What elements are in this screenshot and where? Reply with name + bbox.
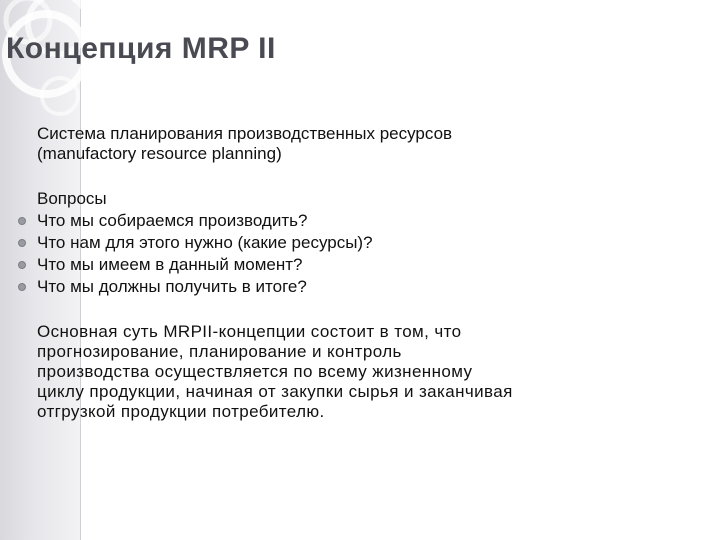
list-item (37, 276, 687, 298)
summary-line: производства осуществляется по всему жизненному (37, 362, 473, 381)
questions-heading: Вопросы (37, 189, 107, 208)
slide-title: Концепция MRP II (6, 32, 276, 65)
summary-line: прогнозирование, планирование и контроль (37, 342, 402, 361)
list-item (37, 254, 687, 276)
summary-line: Основная суть MRPII-концепции состоит в том, что (37, 322, 462, 341)
question-text: Что нам для этого нужно (какие ресурсы)? (37, 233, 373, 252)
question-text: Что мы имеем в данный момент? (37, 255, 303, 274)
summary-line: отгрузкой продукции потребителю. (37, 402, 325, 421)
bullet-icon (18, 283, 26, 291)
bullet-icon (18, 217, 26, 225)
slide-content (37, 124, 687, 422)
summary-line: циклу продукции, начиная от закупки сырья и заканчивая (37, 382, 513, 401)
list-item (37, 210, 687, 232)
question-text: Что мы собираемся производить? (37, 211, 308, 230)
definition-line-2: (manufactory resource planning) (37, 144, 282, 163)
definition-line-1: Система планирования производственных ресурсов (37, 124, 453, 143)
bullet-icon (18, 239, 26, 247)
summary-paragraph (37, 322, 687, 422)
bullet-icon (18, 261, 26, 269)
question-text: Что мы должны получить в итоге? (37, 277, 307, 296)
list-item (37, 232, 687, 254)
questions-list (37, 210, 687, 298)
